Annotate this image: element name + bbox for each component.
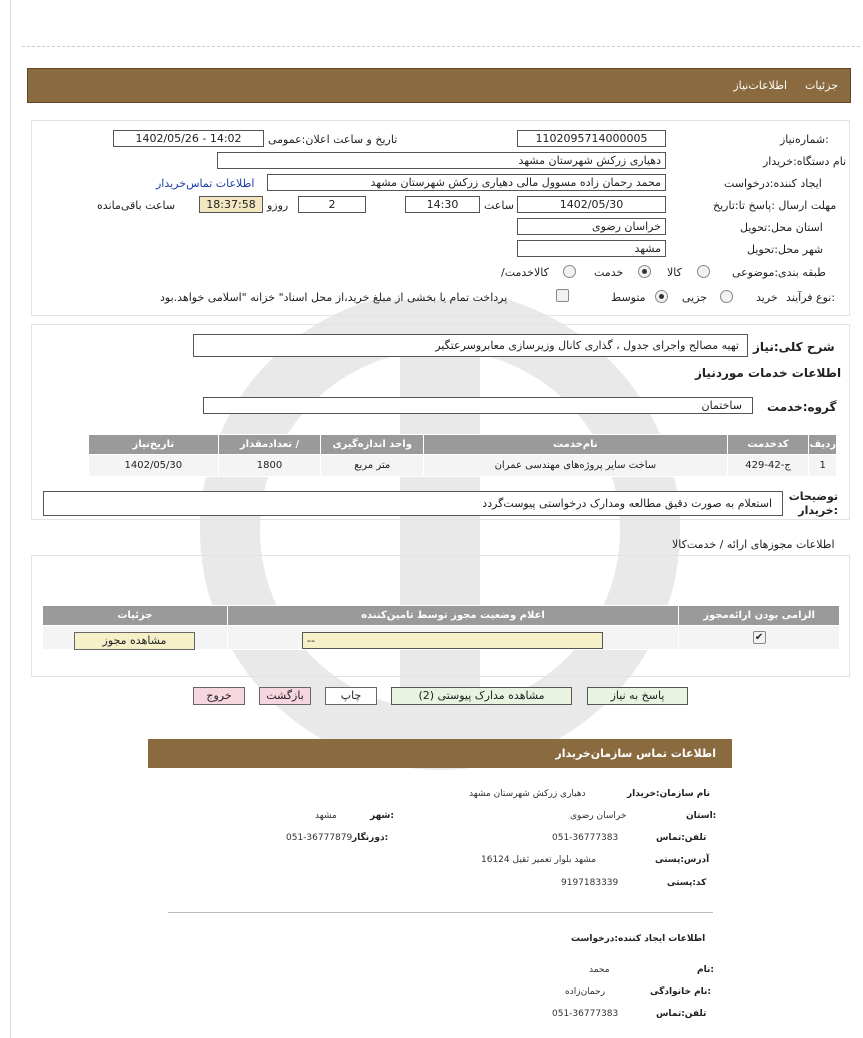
org-phone-value: 051-36777383 [552, 833, 619, 843]
deadline-label: مهلت ارسال :پاسخ تا:تاریخ [713, 199, 837, 212]
col-unit: واحد اندازه‌گیری [321, 435, 424, 455]
category-both-radio[interactable] [563, 265, 576, 278]
need-number-label: شماره‌نیاز: [780, 133, 829, 146]
city-label: شهر محل:تحویل [747, 243, 824, 256]
province-label: استان محل:تحویل [740, 221, 823, 234]
org-postal-value: 9197183339 [561, 878, 619, 888]
page-header [27, 68, 851, 103]
category-goods-radio[interactable] [697, 265, 710, 278]
page-left-rule [10, 0, 11, 1038]
view-permit-button[interactable]: مشاهده مجوز [74, 632, 195, 650]
col-quantity: / تعداد‌مقدار [218, 435, 321, 455]
org-fax-value: 051-36777879 [286, 833, 353, 843]
category-goods-label: کالا [667, 266, 682, 279]
cell-service-name: ساخت سایر پروژه‌های مهندسی عمران [424, 455, 728, 477]
print-button[interactable]: چاپ [325, 687, 377, 705]
top-divider [22, 46, 860, 47]
remaining-label: ساعت باقی‌مانده [97, 199, 176, 212]
org-phone-label: تلفن:تماس [656, 833, 707, 843]
cell-unit: متر مربع [321, 455, 424, 477]
need-info-panel [31, 120, 850, 316]
view-documents-button[interactable]: مشاهده مدارک پیوستی (2) [391, 687, 572, 705]
services-table [88, 434, 837, 477]
org-postal-label: کد:پستی [667, 878, 707, 888]
org-fax-label: دورنگار: [352, 833, 389, 843]
org-address-label: آدرس:پستی [655, 855, 710, 865]
days-label: روزو [267, 199, 289, 212]
province-field: خراسان رضوی [517, 218, 666, 235]
col-permit-status: اعلام وضعیت مجوز توسط تامین‌کننده [227, 606, 678, 626]
creator-name-value: محمد [589, 965, 610, 975]
col-permit-details: جزئیات [43, 606, 228, 626]
process-label: نوع فرآیند: [786, 291, 836, 304]
tab-details[interactable]: جزئیات [805, 79, 838, 92]
summary-field: تهیه مصالح واجرای جدول ، گذاری کانال وزیرسازی معابروسرعتگیر [193, 334, 748, 357]
process-partial-radio[interactable] [720, 290, 733, 303]
category-both-label: /کالاخدمت [501, 266, 549, 279]
org-contact-title: اطلاعات تماس سازمان‌خریدار [148, 739, 732, 768]
col-row: ردیف [809, 435, 837, 455]
process-buy-label: خرید [756, 291, 778, 304]
summary-label: شرح کلی:نیاز [753, 340, 835, 354]
creator-family-label: نام خانوادگی: [650, 987, 712, 997]
buyer-org-label: نام دستگاه:خریدار [763, 155, 847, 168]
creator-family-value: رحمان‌زاده [565, 987, 606, 997]
back-button[interactable]: بازگشت [259, 687, 311, 705]
col-service-code: کدخدمت [727, 435, 809, 455]
table-row [89, 455, 837, 477]
cell-need-date: 1402/05/30 [89, 455, 219, 477]
deadline-date-field: 1402/05/30 [517, 196, 666, 213]
process-medium-radio[interactable] [655, 290, 668, 303]
treasury-payment-checkbox[interactable] [556, 289, 569, 302]
need-number-field: 1102095714000005 [517, 130, 666, 147]
creator-name-label: نام: [697, 965, 714, 975]
col-permit-required: الزامی بودن ارائه‌مجوز [679, 606, 840, 626]
process-medium-label: متوسط [611, 291, 646, 304]
org-name-label: نام سازمان:خریدار [627, 789, 711, 799]
service-group-field: ساختمان [203, 397, 753, 414]
permit-required-checkbox: ✔ [753, 631, 766, 644]
org-address-value: مشهد بلوار تعمیر ثقیل 16124 [481, 855, 597, 865]
creator-label: ایجاد کننده:درخواست [724, 177, 822, 190]
creator-field: محمد رحمان زاده مسوول مالی دهیاری زرکش شهرستان مشهد [267, 174, 666, 191]
buyer-org-field: دهیاری زرکش شهرستان مشهد [217, 152, 666, 169]
city-field: مشهد [517, 240, 666, 257]
creator-phone-label: تلفن:تماس [656, 1009, 707, 1019]
contact-divider [168, 912, 713, 913]
category-service-label: خدمت [594, 266, 624, 279]
treasury-payment-note: پرداخت تمام یا بخشی از مبلغ خرید،از محل اسناد" خزانه "اسلامی خواهد.بود [160, 291, 508, 304]
permit-status-field[interactable]: -- [302, 632, 603, 649]
exit-button[interactable]: خروج [193, 687, 245, 705]
cell-service-code: ج-42-429 [727, 455, 809, 477]
buyer-notes-label: توضیحات :خریدار [788, 490, 838, 517]
col-need-date: تاریخ‌نیاز [89, 435, 219, 455]
category-label: طبقه بندی:موضوعی [732, 266, 826, 279]
col-service-name: نام‌خدمت [424, 435, 728, 455]
creator-contact-title: اطلاعات ایجاد کننده:درخواست [571, 934, 706, 944]
buyer-notes-field: استعلام به صورت دقیق مطالعه ومدارک درخواستی پیوست‌گردد [43, 491, 783, 516]
category-service-radio[interactable] [638, 265, 651, 278]
process-partial-label: جزیی [682, 291, 708, 304]
tab-need-info[interactable]: اطلاعات‌نیاز [733, 79, 788, 92]
remaining-time-field: 18:37:58 [199, 196, 263, 213]
creator-phone-value: 051-36777383 [552, 1009, 619, 1019]
buyer-contact-link[interactable]: اطلاعات تماس‌خریدار [156, 177, 255, 190]
service-group-label: گروه:خدمت [767, 400, 837, 414]
days-field: 2 [298, 196, 366, 213]
services-title: اطلاعات خدمات موردنیاز [695, 366, 842, 380]
deadline-time-label: ساعت [484, 199, 514, 212]
org-city-label: شهر: [370, 811, 394, 821]
org-city-value: مشهد [315, 811, 337, 821]
announce-label: تاریخ و ساعت اعلان:عمومی [268, 133, 398, 146]
org-province-value: خراسان رضوی [570, 811, 627, 821]
org-name-value: دهیاری زرکش شهرستان مشهد [469, 789, 586, 799]
reply-button[interactable]: پاسخ به نیاز [587, 687, 688, 705]
permits-title: اطلاعات مجوزهای ارائه / خدمت‌کالا [672, 538, 835, 551]
announce-datetime-field: 1402/05/26 - 14:02 [113, 130, 264, 147]
org-province-label: استان: [686, 811, 717, 821]
cell-quantity: 1800 [218, 455, 321, 477]
deadline-time-field: 14:30 [405, 196, 480, 213]
cell-row: 1 [809, 455, 837, 477]
